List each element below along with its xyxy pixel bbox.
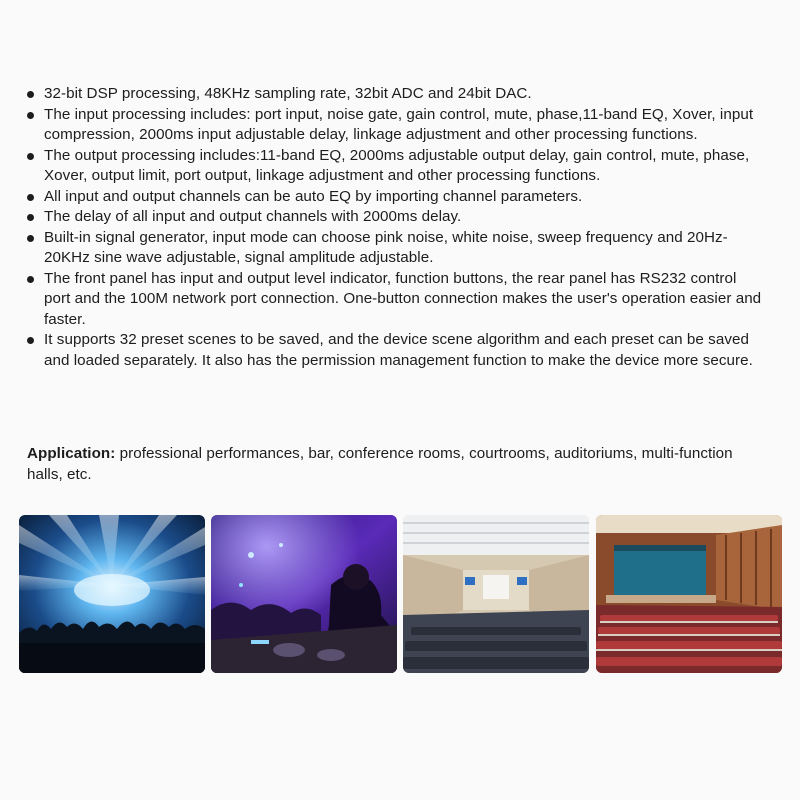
bullet-icon	[27, 276, 34, 283]
feature-item	[27, 105, 767, 146]
feature-item	[27, 187, 767, 208]
feature-item	[27, 228, 767, 269]
application-paragraph	[27, 444, 767, 485]
application-text: professional performances, bar, conference rooms, courtrooms, auditoriums, multi-function halls, etc.	[27, 445, 733, 483]
feature-text: The input processing includes: port input, noise gate, gain control, mute, phase,11-band EQ, Xover, input compression, 2000ms input adjustable delay, linkage adjustment and other processing functions.	[44, 105, 754, 143]
feature-list	[27, 84, 767, 371]
conference-room-photo	[403, 515, 589, 673]
bullet-icon	[27, 153, 34, 160]
feature-item	[27, 146, 767, 187]
feature-text: The front panel has input and output level indicator, function buttons, the rear panel has RS232 control port and the 100M network port connection. One-button connection makes the user's operation easier and faster.	[44, 269, 762, 328]
feature-item	[27, 207, 767, 228]
feature-text: Built-in signal generator, input mode can choose pink noise, white noise, sweep frequency and 20Hz-20KHz sine wave adjustable, signal amplitude adjustable.	[44, 228, 728, 266]
application-photos	[19, 515, 782, 673]
bullet-icon	[27, 194, 34, 201]
bullet-icon	[27, 235, 34, 242]
application-label: Application:	[27, 445, 116, 462]
feature-text: 32-bit DSP processing, 48KHz sampling rate, 32bit ADC and 24bit DAC.	[44, 85, 532, 102]
bullet-icon	[27, 91, 34, 98]
feature-item	[27, 84, 767, 105]
concert-stage-photo	[19, 515, 205, 673]
feature-item	[27, 269, 767, 331]
feature-item	[27, 330, 767, 371]
bullet-icon	[27, 337, 34, 344]
bullet-icon	[27, 112, 34, 119]
auditorium-photo	[596, 515, 782, 673]
feature-text: It supports 32 preset scenes to be saved, and the device scene algorithm and each preset can be saved and loaded separately. It also has the permission management function to make the device more secure.	[44, 331, 753, 369]
bullet-icon	[27, 214, 34, 221]
feature-text: The delay of all input and output channels with 2000ms delay.	[44, 208, 462, 225]
dj-performance-photo	[211, 515, 397, 673]
feature-text: The output processing includes:11-band EQ, 2000ms adjustable output delay, gain control, mute, phase, Xover, output limit, port output, linkage adjustment and other processing functions.	[44, 146, 750, 184]
feature-text: All input and output channels can be auto EQ by importing channel parameters.	[44, 187, 583, 205]
